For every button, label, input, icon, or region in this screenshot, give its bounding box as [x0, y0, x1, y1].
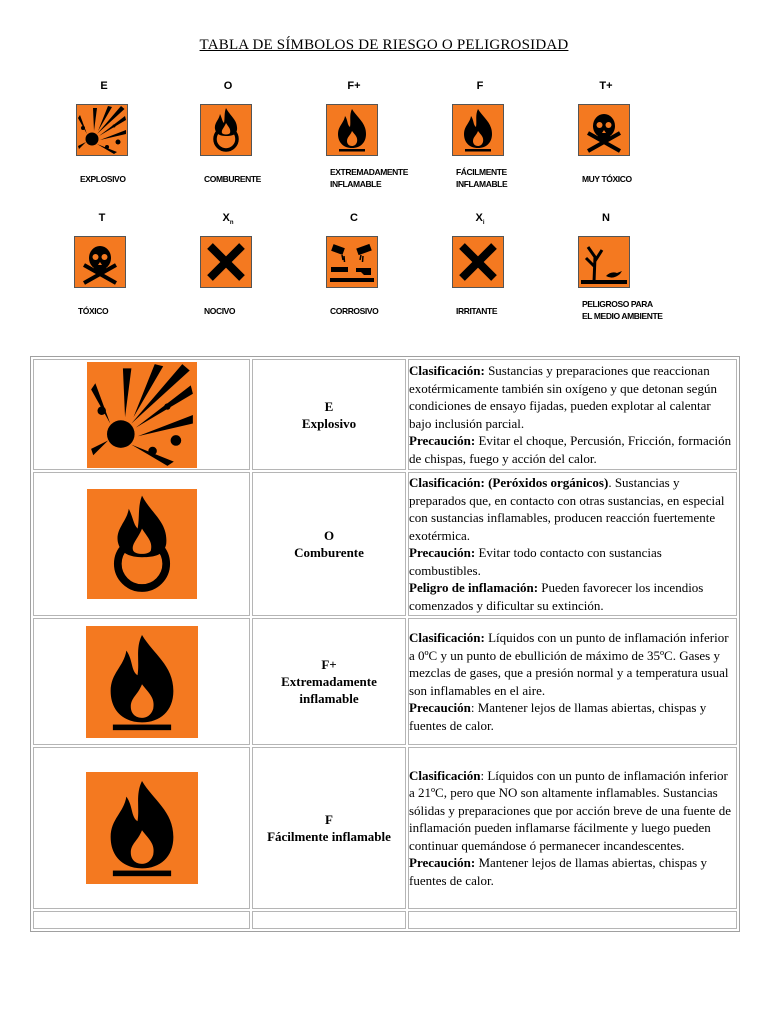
oxidizing-icon — [200, 104, 252, 156]
skull-icon — [74, 236, 126, 288]
hazard-description — [408, 747, 737, 909]
precaucion-text: Mantener lejos de llamas abiertas, chispas y fuentes de calor. — [409, 855, 707, 888]
symbol-code-sub: i — [482, 220, 485, 227]
clasificacion-label: Clasificación — [409, 767, 481, 783]
peligro-label: Peligro de inflamación: — [409, 580, 539, 595]
hazard-table — [30, 356, 740, 932]
hazard-code: F+ — [321, 657, 337, 672]
symbol-label: FÁCILMENTE INFLAMABLE — [456, 167, 508, 189]
symbol-code: F — [476, 80, 484, 92]
symbol-code: O — [223, 80, 233, 92]
precaucion-text: Evitar el choque, Percusión, Fricción, formación de chispas, fuego y acción del calor. — [409, 433, 732, 466]
hazard-code: E — [324, 398, 334, 414]
symbol-code-sub: n — [229, 220, 234, 227]
precaucion-text: : Mantener lejos de llamas abiertas, chispas y fuentes de calor. — [409, 700, 707, 733]
table-row — [33, 359, 737, 470]
symbol-label: EXTREMADAMENTE INFLAMABLE — [330, 167, 408, 189]
hazard-description — [408, 618, 737, 745]
clasificacion-label: Clasificación: — [409, 363, 485, 378]
explosive-icon — [87, 362, 197, 468]
corrosive-icon — [326, 236, 378, 288]
symbol-code: X — [475, 212, 483, 224]
symbol-label: MUY TÓXICO — [582, 174, 632, 184]
table-row — [33, 618, 737, 745]
page-title: TABLA DE SÍMBOLOS DE RIESGO O PELIGROSIDAD — [199, 37, 569, 53]
environment-icon — [578, 236, 630, 288]
precaucion-label: Precaución — [409, 700, 471, 715]
flame-icon — [86, 772, 198, 884]
symbol-label: IRRITANTE — [456, 306, 498, 316]
symbol-label: COMBURENTE — [204, 174, 261, 184]
clasificacion-text: : Líquidos con un punto de inflamación inferior a 21ºC, pero que NO son altamente inflamables. Sustancias sólidas y preparaciones que por acción breve de una fuente de inflamación pueden inflamarse fácilmente y luego pueden continuar quemándose ó permanecer incandescentes. — [409, 767, 731, 853]
flame-icon — [452, 104, 504, 156]
symbol-label: NOCIVO — [204, 306, 236, 316]
symbol-label: CORROSIVO — [330, 306, 379, 316]
precaucion-label: Precaución: — [409, 855, 476, 871]
flame-icon — [86, 626, 198, 738]
symbol-code: T — [98, 212, 106, 224]
hazard-code: O — [323, 528, 335, 543]
clasificacion-text: . Sustancias y preparados que, en contacto con otras sustancias, en especial con sustancias inflamables, producen reacción fuertemente exotérmica. — [409, 475, 725, 543]
clasificacion-text: Líquidos con un punto de inflamación inferior a 0ºC y un punto de ebullición de máximo de 35ºC. Gases y mezclas de gases, que a presión normal y a temperatura usual son inflamables en el aire. — [409, 630, 729, 698]
table-row — [33, 911, 737, 929]
hazard-name: Comburente — [294, 545, 364, 560]
symbol-label: PELIGROSO PARA EL MEDIO AMBIENTE — [582, 299, 663, 321]
hazard-name: Explosivo — [301, 415, 357, 431]
symbol-code: E — [100, 80, 108, 92]
hazard-description — [408, 472, 737, 616]
cross-icon — [452, 236, 504, 288]
cross-icon — [200, 236, 252, 288]
explosive-icon — [76, 104, 128, 156]
precaucion-text: Evitar todo contacto con sustancias combustibles. — [409, 545, 662, 578]
symbol-code: T+ — [599, 80, 613, 92]
hazard-code: F — [325, 812, 333, 827]
precaucion-label: Precaución: — [409, 433, 476, 448]
table-row — [33, 747, 737, 909]
hazard-name: Fácilmente inflamable — [267, 829, 391, 844]
precaucion-label: Precaución: — [409, 545, 476, 560]
symbol-code: C — [350, 212, 358, 224]
hazard-name: Extremadamente inflamable — [281, 674, 377, 706]
peligro-text: Pueden favorecer los incendios comenzados y dificultar su extinción. — [409, 580, 704, 613]
symbol-label: TÓXICO — [78, 306, 109, 316]
symbol-code: X — [222, 212, 230, 224]
skull-icon — [578, 104, 630, 156]
flame-icon — [326, 104, 378, 156]
symbol-code: N — [602, 212, 610, 224]
symbol-code: F+ — [347, 80, 361, 92]
oxidizing-icon — [87, 489, 197, 599]
symbol-label: EXPLOSIVO — [80, 174, 126, 184]
clasificacion-text: Sustancias y preparaciones que reaccionan exotérmicamente también sin oxígeno y que detonan según condiciones de ensayo fijadas, pueden explotar al calentar bajo inclusión parcial. — [409, 363, 717, 431]
table-row — [33, 472, 737, 616]
hazard-description — [408, 359, 737, 470]
clasificacion-label: Clasificación: (Peróxidos orgánicos) — [409, 475, 609, 490]
clasificacion-label: Clasificación: — [409, 630, 485, 645]
